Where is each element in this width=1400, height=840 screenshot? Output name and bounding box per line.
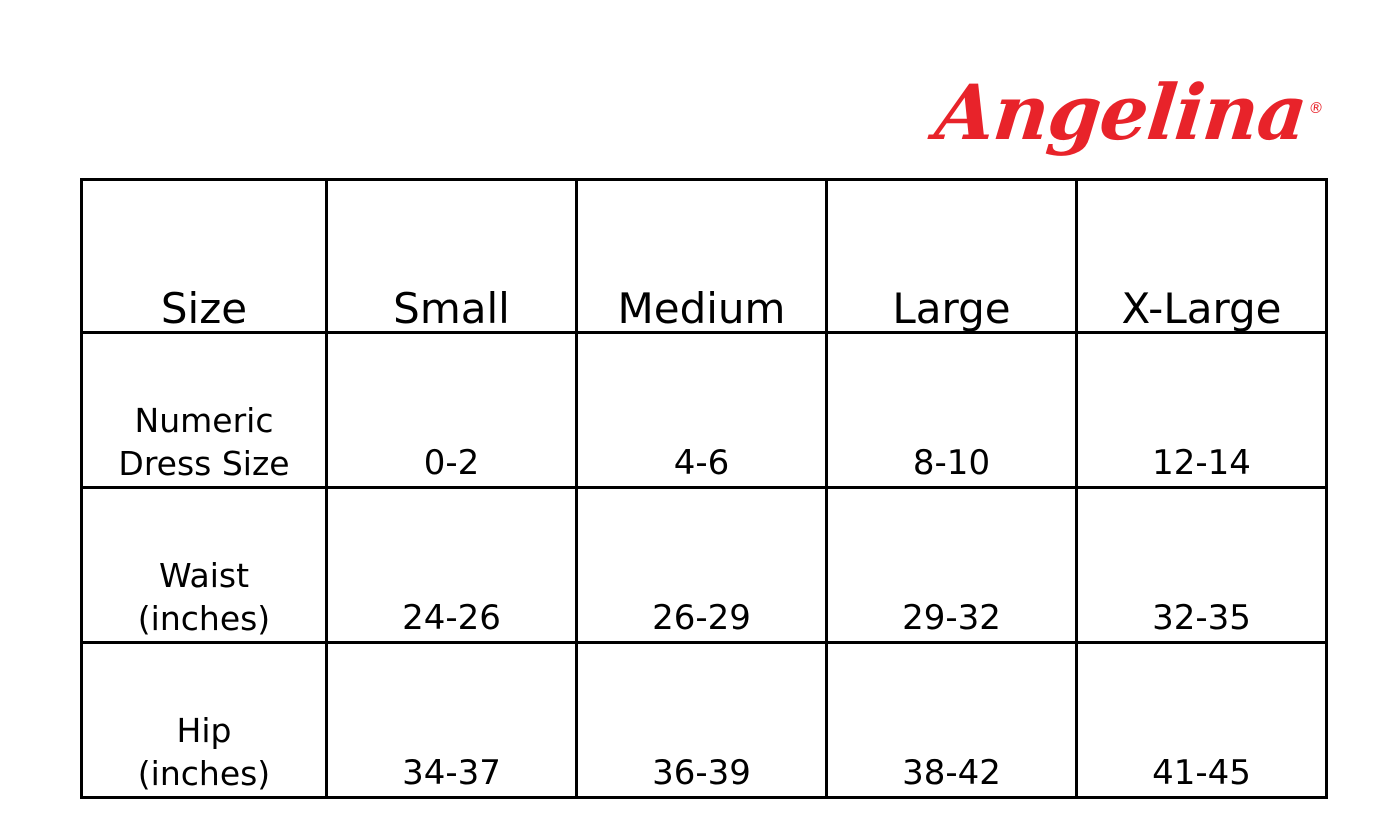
column-header-large: Large	[827, 180, 1077, 333]
row-label-numeric-dress-size	[82, 333, 327, 488]
cell-numeric-medium: 4-6	[577, 333, 827, 488]
size-chart-table-wrapper	[80, 178, 1325, 799]
row-label-line: Numeric	[134, 401, 274, 441]
brand-wordmark	[931, 68, 1326, 157]
size-chart-table	[80, 178, 1328, 799]
row-label-line: (inches)	[137, 754, 271, 794]
row-label-waist	[82, 488, 327, 643]
brand-name-text: Angelina	[931, 68, 1311, 157]
table-row	[82, 488, 1327, 643]
row-label-line: Waist	[158, 556, 250, 596]
cell-hip-medium: 36-39	[577, 643, 827, 798]
angelina-logo	[931, 58, 1324, 168]
column-header-xlarge: X-Large	[1077, 180, 1327, 333]
cell-waist-large: 29-32	[827, 488, 1077, 643]
cell-numeric-small: 0-2	[327, 333, 577, 488]
registered-trademark-icon: ®	[1307, 98, 1324, 117]
table-header	[82, 180, 1327, 333]
cell-hip-xlarge: 41-45	[1077, 643, 1327, 798]
cell-waist-xlarge: 32-35	[1077, 488, 1327, 643]
cell-waist-medium: 26-29	[577, 488, 827, 643]
row-label-hip	[82, 643, 327, 798]
table-row	[82, 333, 1327, 488]
row-label-line: Dress Size	[118, 444, 290, 484]
table-row	[82, 643, 1327, 798]
cell-waist-small: 24-26	[327, 488, 577, 643]
row-label-line: Hip	[176, 711, 232, 751]
cell-hip-large: 38-42	[827, 643, 1077, 798]
column-header-size: Size	[82, 180, 327, 333]
cell-numeric-xlarge: 12-14	[1077, 333, 1327, 488]
cell-hip-small: 34-37	[327, 643, 577, 798]
table-header-row	[82, 180, 1327, 333]
row-label-line: (inches)	[137, 599, 271, 639]
cell-numeric-large: 8-10	[827, 333, 1077, 488]
table-body	[82, 333, 1327, 798]
column-header-medium: Medium	[577, 180, 827, 333]
column-header-small: Small	[327, 180, 577, 333]
